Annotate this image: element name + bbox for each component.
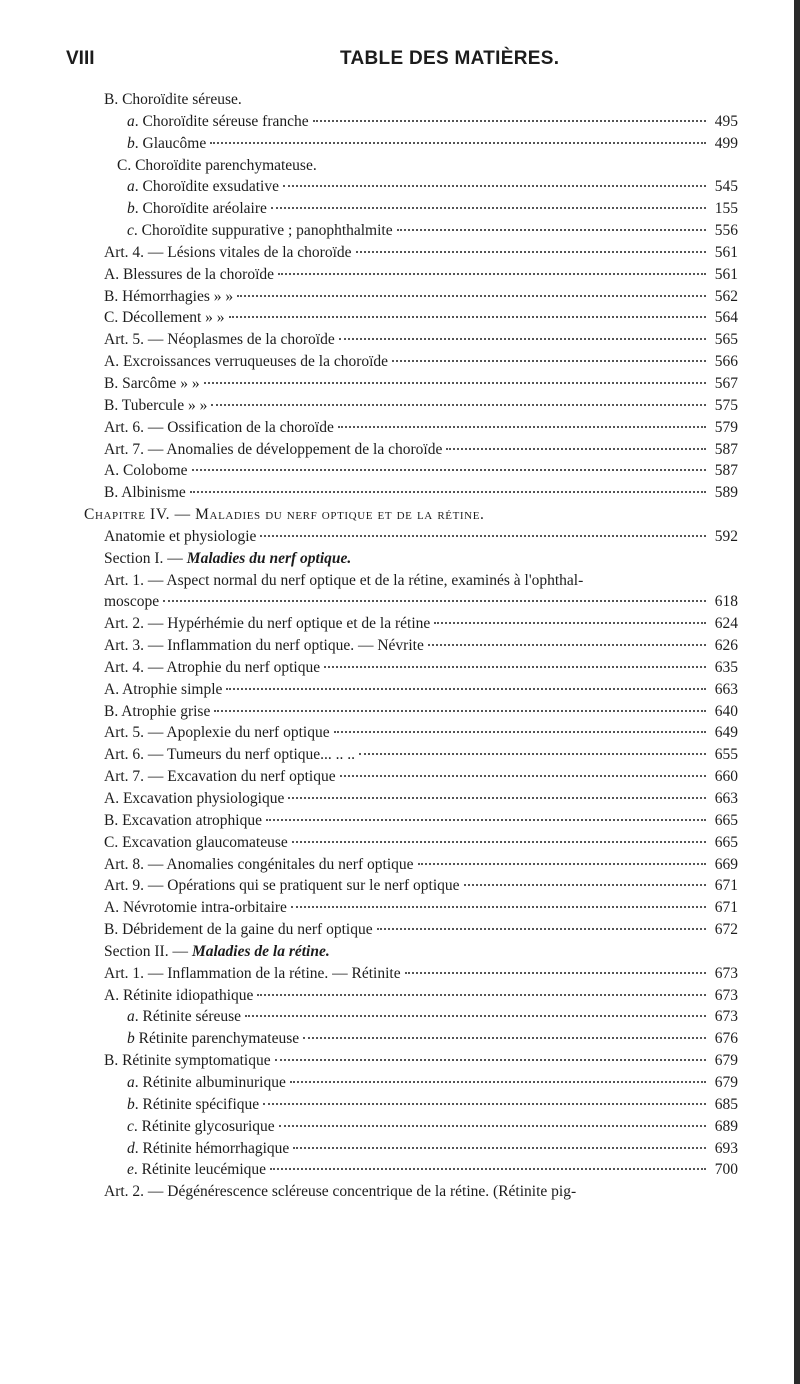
toc-entry [0,613,800,635]
toc-entry-title: Art. 8. — Anomalies congénitales du nerf optique [104,855,414,873]
toc-entry-title: Art. 9. — Opérations qui se pratiquent sur le nerf optique [104,877,460,895]
toc-entry [0,744,800,766]
toc-entry [0,176,800,198]
toc-entry [0,482,800,504]
toc-page-number: 676 [714,1030,738,1048]
toc-entry-title: Art. 2. — Dégénérescence scléreuse concentrique de la rétine. (Rétinite pig- [104,1183,577,1201]
toc-heading [0,504,800,526]
toc-entry [0,657,800,679]
toc-page-number: 649 [714,724,738,742]
toc-entry-title: moscope [104,593,160,611]
toc-entry-title: A. Excavation physiologique [104,790,285,807]
toc-entry-title: Art. 1. — Inflammation de la rétine. — Rétinite [104,964,401,982]
toc-page-number: 499 [714,134,738,152]
toc-page-number: 575 [714,396,738,414]
toc-entry [0,766,800,788]
toc-page-number: 564 [714,309,738,327]
toc-entry [0,722,800,744]
dot-leader [278,273,706,275]
toc-entry-title: A. Atrophie simple [104,680,223,698]
dot-leader [293,1147,706,1149]
toc-page-number: 689 [714,1117,738,1135]
toc-entry-title: Chapitre IV. — Maladies du nerf optique et de la rétine. [84,506,485,524]
toc-entry-title: B. Débridement de la gaine du nerf optique [104,921,373,939]
toc-page-number: 671 [714,899,738,917]
toc-entry-title: b Rétinite parenchymateuse [127,1030,300,1048]
dot-leader [210,142,706,144]
dot-leader [339,338,706,340]
toc-heading [0,570,800,592]
toc-entry-title: e. Rétinite leucémique [127,1161,267,1179]
toc-entry-title: a. Choroïdite exsudative [127,178,279,196]
toc-entry-title: C. Décollement » » [104,309,225,327]
toc-entry-title: B. Rétinite symptomatique [104,1052,271,1070]
toc-entry-title: A. Excroissances verruqueuses de la choroïde [104,353,389,371]
dot-leader [204,382,706,384]
toc-page-number: 561 [714,243,738,261]
toc-entry-title: b. Rétinite spécifique [127,1095,260,1113]
dot-leader [303,1037,706,1039]
toc-page-number: 626 [714,637,738,655]
toc-heading [0,941,800,963]
toc-entry [0,810,800,832]
toc-entry [0,1116,800,1138]
toc-entry [0,985,800,1007]
toc-entry [0,1006,800,1028]
toc-page-number: 663 [714,680,738,698]
toc-entry [0,329,800,351]
toc-entry-title: c. Choroïdite suppurative ; panophthalmite [127,222,393,240]
dot-leader [237,295,706,297]
toc-page-number: 665 [714,833,738,851]
toc-page-number: 679 [714,1073,738,1091]
toc-page-number: 672 [714,921,738,939]
toc-entry-title: B. Excavation atrophique [104,811,262,829]
toc-entry-title: Art. 4. — Lésions vitales de la choroïde [104,243,352,261]
toc-heading [0,1181,800,1203]
toc-page-number: 587 [714,440,738,458]
toc-page-number: 669 [714,855,738,873]
toc-page-number: 592 [714,527,738,545]
toc-page-number: 685 [714,1095,738,1113]
toc-entry-title: B. Tubercule » » [104,396,208,414]
toc-page-number: 679 [714,1052,738,1070]
dot-leader [226,688,706,690]
toc-entry [0,1050,800,1072]
toc-entry-title: B. Sarcôme » » [104,374,200,392]
toc-entry-title: B. Hémorrhagies » » [104,287,234,305]
toc-entry-title: Anatomie et physiologie [104,527,257,545]
toc-entry [0,351,800,373]
toc-page-number: 587 [714,462,738,480]
dot-leader [418,863,706,865]
dot-leader [434,622,706,624]
toc-entry-title: Art. 5. — Néoplasmes de la choroïde [104,331,335,349]
toc-heading [0,548,800,570]
toc-page-number: 624 [714,615,738,633]
toc-entry [0,220,800,242]
toc-entry [0,286,800,308]
toc-entry [0,1094,800,1116]
toc-entry [0,133,800,155]
toc-page-number: 565 [714,331,738,349]
toc-entry-title: Art. 6. — Tumeurs du nerf optique... .. .. [104,746,356,764]
toc-entry [0,460,800,482]
dot-leader [313,120,706,122]
dot-leader [190,491,706,493]
toc-heading [0,89,800,111]
toc-entry-title: C. Choroïdite parenchymateuse. [117,156,317,174]
toc-page-number: 562 [714,287,738,305]
toc-entry-title: a. Rétinite albuminurique [127,1073,286,1091]
toc-page-number: 693 [714,1139,738,1157]
toc-entry [0,963,800,985]
toc-entry [0,198,800,220]
dot-leader [266,819,706,821]
toc-entry-title: Art. 7. — Excavation du nerf optique [104,768,336,786]
toc-entry-title: Art. 2. — Hypérhémie du nerf optique et de la rétine [104,615,431,633]
dot-leader [257,994,706,996]
toc-entry [0,635,800,657]
toc-entry-title: A. Rétinite idiopathique [104,986,254,1004]
dot-leader [464,884,706,886]
toc-page-number: 567 [714,374,738,392]
toc-page-number: 566 [714,353,738,371]
toc-page-number: 655 [714,746,738,764]
toc-page-number: 556 [714,222,738,240]
dot-leader [263,1103,706,1105]
toc-entry-title: Section I. — [104,549,183,567]
dot-leader [290,1081,706,1083]
toc-entry-title: C. Excavation glaucomateuse [104,833,288,851]
toc-entry [0,307,800,329]
toc-page-number: 495 [714,112,738,130]
toc-entry-title: Art. 6. — Ossification de la choroïde [104,418,334,436]
toc-entry-title: b. Choroïdite aréolaire [127,200,267,218]
toc-entry [0,854,800,876]
dot-leader [283,185,706,187]
dot-leader [392,360,706,362]
toc-page-number: 700 [714,1161,738,1179]
toc-entry [0,417,800,439]
dot-leader [397,229,706,231]
dot-leader [279,1125,706,1127]
toc-entry-title: a. Choroïdite séreuse franche [127,112,309,130]
dot-leader [356,251,706,253]
dot-leader [377,928,706,930]
toc-entry [0,1138,800,1160]
toc-page-number: 545 [714,178,738,196]
toc-entry-title: A. Blessures de la choroïde [104,265,275,283]
toc-entry-title: Art. 7. — Anomalies de développement de la choroïde [104,440,443,458]
toc-entry [0,919,800,941]
toc-entry [0,526,800,548]
dot-leader [405,972,706,974]
toc-entry [0,1072,800,1094]
toc-entry-title: B. Albinisme [104,484,186,502]
toc-entry [0,395,800,417]
toc-heading [0,155,800,177]
running-title: TABLE DES MATIÈRES. [340,48,560,69]
dot-leader [271,207,706,209]
toc-entry-title: d. Rétinite hémorrhagique [127,1139,290,1157]
toc-page-number: 635 [714,658,738,676]
toc-entry [0,875,800,897]
dot-leader [163,600,706,602]
dot-leader [291,906,706,908]
toc-entry [0,591,800,613]
toc-page-number: 665 [714,811,738,829]
toc-entry [0,897,800,919]
toc-section-subtitle: Maladies de la rétine. [191,942,330,960]
toc-page-number: 663 [714,790,738,807]
page-header [66,48,786,72]
toc-entry-title: Art. 3. — Inflammation du nerf optique. — Névrite [104,637,424,655]
dot-leader [428,644,706,646]
toc-entry-title: B. Atrophie grise [104,702,211,720]
toc-entry-title: A. Névrotomie intra-orbitaire [104,899,287,917]
dot-leader [260,535,706,537]
toc-entry [0,1028,800,1050]
toc-entry-title: a. Rétinite séreuse [127,1008,242,1026]
toc-entry [0,373,800,395]
toc-page-number: 589 [714,484,738,502]
dot-leader [446,448,706,450]
toc-page-number: 673 [714,964,738,982]
toc-entry-title: B. Choroïdite séreuse. [104,91,242,108]
toc-page-number: 660 [714,768,738,786]
toc-entry-title: c. Rétinite glycosurique [127,1117,275,1135]
toc-entry [0,788,800,810]
dot-leader [229,316,706,318]
toc-page-number: 673 [714,986,738,1004]
toc-entry [0,264,800,286]
dot-leader [245,1015,706,1017]
toc-page-number: 673 [714,1008,738,1026]
toc-entry-title: b. Glaucôme [127,134,207,152]
toc-page-number: 561 [714,265,738,283]
dot-leader [192,469,706,471]
table-of-contents [0,89,800,1203]
dot-leader [270,1168,706,1170]
toc-page-number: 579 [714,418,738,436]
dot-leader [292,841,706,843]
dot-leader [340,775,706,777]
dot-leader [211,404,706,406]
toc-entry [0,832,800,854]
toc-page-number: 618 [714,593,738,611]
dot-leader [324,666,706,668]
toc-entry [0,701,800,723]
dot-leader [334,731,706,733]
dot-leader [275,1059,706,1061]
page-folio: VIII [66,48,95,69]
toc-page-number: 671 [714,877,738,895]
toc-page-number: 640 [714,702,738,720]
dot-leader [359,753,706,755]
dot-leader [214,710,706,712]
toc-entry-title: Art. 1. — Aspect normal du nerf optique et de la rétine, examinés à l'ophthal- [104,571,584,589]
toc-entry-title: Section II. — [104,942,188,960]
dot-leader [338,426,706,428]
toc-entry-title: Art. 4. — Atrophie du nerf optique [104,658,321,676]
toc-entry [0,439,800,461]
toc-entry-title: Art. 5. — Apoplexie du nerf optique [104,724,330,742]
dot-leader [288,797,706,799]
toc-page-number: 155 [714,200,738,218]
toc-entry [0,1159,800,1181]
toc-entry [0,679,800,701]
toc-entry [0,242,800,264]
toc-entry-title: A. Colobome [104,462,188,480]
toc-section-subtitle: Maladies du nerf optique. [186,549,352,567]
toc-entry [0,111,800,133]
